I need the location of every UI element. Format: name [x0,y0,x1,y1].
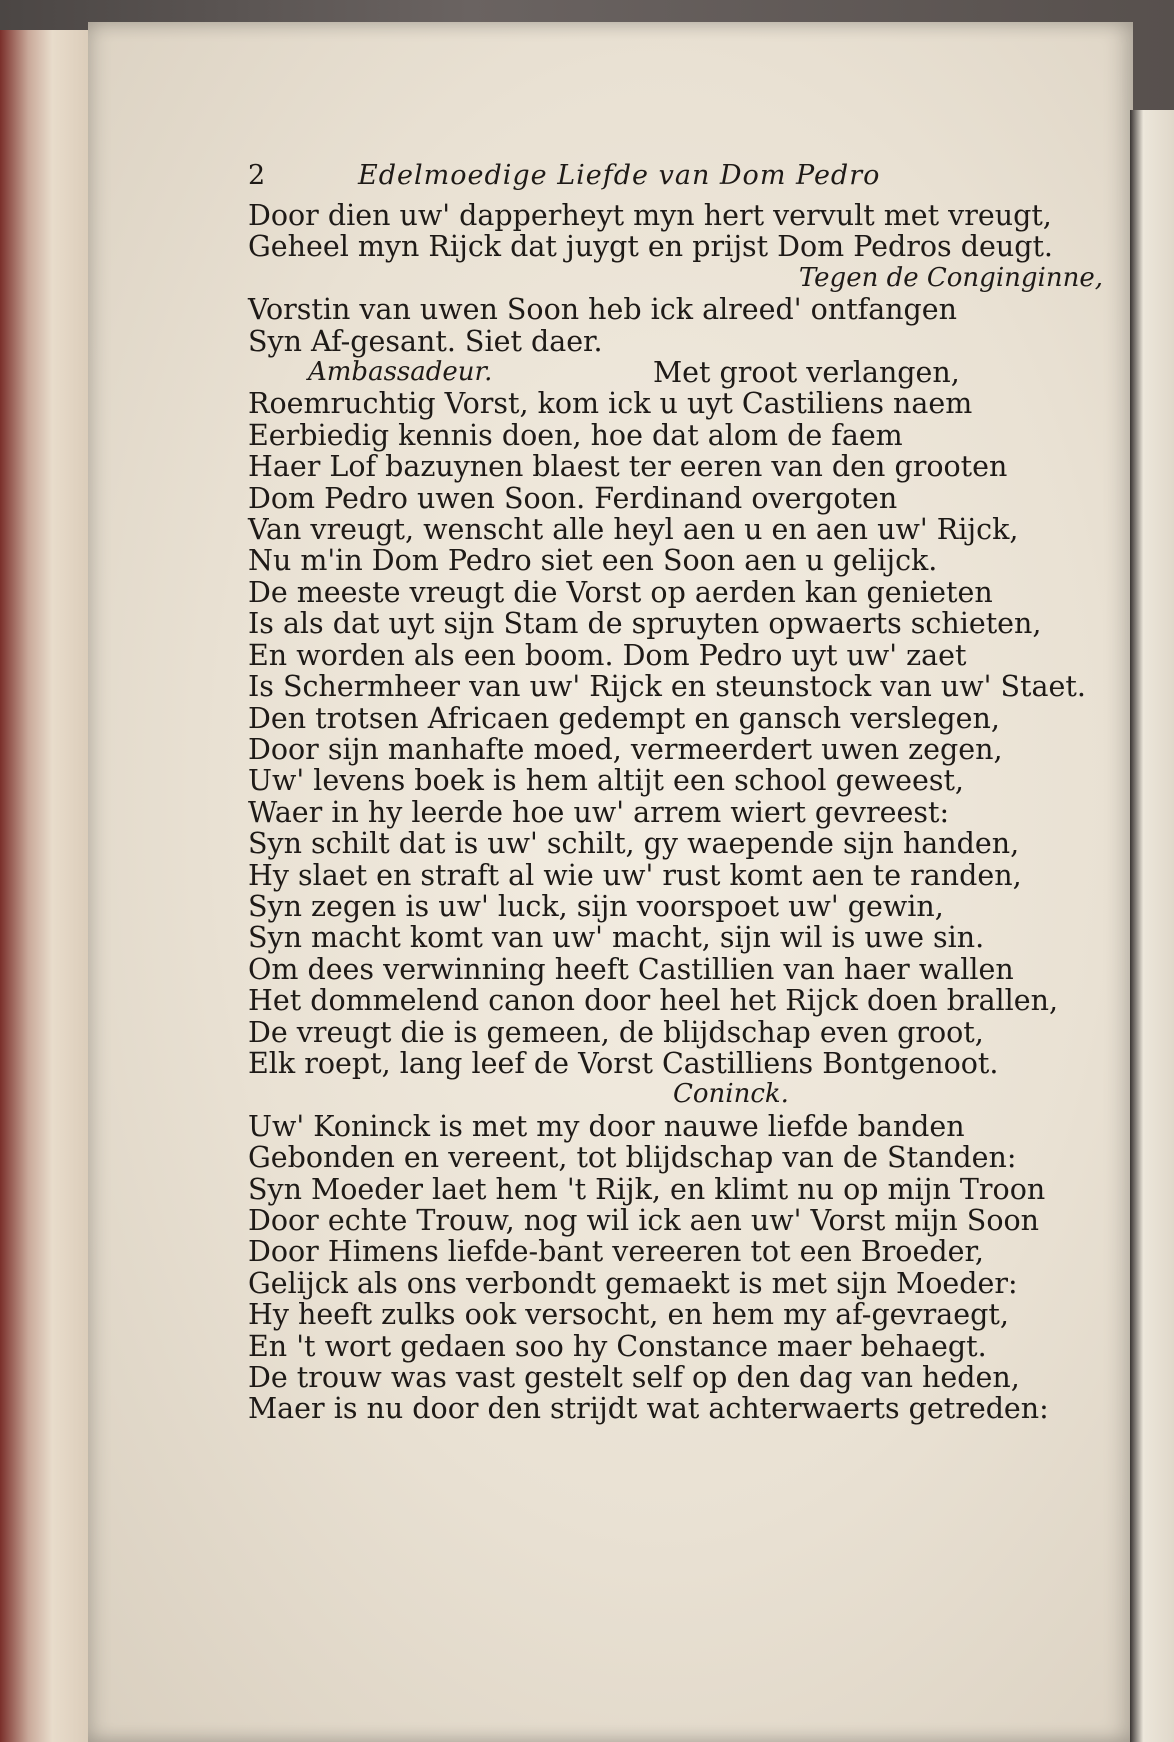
page-text [248,160,1108,1425]
stage-cue: Tegen de Conginginne, [798,262,1103,293]
verse-line: Hy heeft zulks ook versocht, en hem my af-gevraegt, [248,1298,1009,1332]
verse-line: Door dien uw' dapperheyt myn hert vervult met vreugt, [248,199,1052,232]
facing-page-edge [1130,110,1174,1742]
verse-line: En worden als een boom. Dom Pedro uyt uw' zaet [248,638,967,672]
verse-line: Dom Pedro uwen Soon. Ferdinand overgoten [248,481,898,515]
verse-line: Syn Af-gesant. Siet daer. [248,324,603,358]
verse-line: Uw' levens boek is hem altijt een school geweest, [248,764,964,798]
verse-line: Syn zegen is uw' luck, sijn voorspoet uw' gewin, [248,889,944,923]
page-number: 2 [248,160,266,191]
verse-line: Met groot verlangen, [653,356,960,390]
verse-line: Om dees verwinning heeft Castillien van haer wallen [248,952,1014,986]
verse-line: De trouw was vast gestelt self op den dag van heden, [248,1361,1020,1395]
verse-line: Door sijn manhafte moed, vermeerdert uwen zegen, [248,732,1003,766]
verse-line: Door Himens liefde-bant vereeren tot een Broeder, [248,1235,984,1269]
verse-line: De meeste vreugt die Vorst op aerden kan genieten [248,575,993,609]
book-cover-edge [0,30,95,1742]
verse-line: Door echte Trouw, nog wil ick aen uw' Vorst mijn Soon [248,1204,1039,1237]
verse-line: Gebonden en vereent, tot blijdschap van de Standen: [248,1141,1017,1175]
verse-line: De vreugt die is gemeen, de blijdschap even groot, [248,1015,984,1049]
verse-line: Vorstin van uwen Soon heb ick alreed' ontfangen [248,293,958,327]
speaker-line [248,357,1108,388]
verse-line: En 't wort gedaen soo hy Constance maer behaegt. [248,1329,987,1363]
verse-line: Waer in hy leerde hoe uw' arrem wiert gevreest: [248,795,950,829]
verse-line: Syn Moeder laet hem 't Rijk, en klimt nu op mijn Troon [248,1172,1046,1206]
verse-line: Uw' Koninck is met my door nauwe liefde banden [248,1109,965,1143]
speaker-name: Coninck. [673,1079,789,1110]
verse-line: Van vreugt, wenscht alle heyl aen u en aen uw' Rijck, [248,513,1019,547]
verse-line: Den trotsen Africaen gedempt en gansch verslegen, [248,701,1000,735]
speaker-name: Ambassadeur. [308,357,493,388]
verse-line: Hy slaet en straft al wie uw' rust komt aen te randen, [248,858,1022,892]
verse-line: Maer is nu door den strijdt wat achterwaerts getreden: [248,1392,1049,1426]
verse-line: Syn schilt dat is uw' schilt, gy waepende sijn handen, [248,827,1020,861]
verse-line: Elk roept, lang leef de Vorst Castilliens Bontgenoot. [248,1046,999,1080]
verse-line: Gelijck als ons verbondt gemaekt is met sijn Moeder: [248,1266,1018,1300]
verse-line: Is Schermheer van uw' Rijck en steunstock van uw' Staet. [248,670,1086,704]
verse-line: Geheel myn Rijck dat juygt en prijst Dom Pedros deugt. [248,230,1053,264]
verse-line: Syn macht komt van uw' macht, sijn wil is uwe sin. [248,921,985,955]
running-title: Edelmoedige Liefde van Dom Pedro [358,160,881,191]
verse-line: Roemruchtig Vorst, kom ick u uyt Castiliens naem [248,387,973,421]
verse-line: Eerbiedig kennis doen, hoe dat alom de faem [248,418,903,452]
verse-line: Nu m'in Dom Pedro siet een Soon aen u gelijck. [248,544,938,578]
verse-line: Is als dat uyt sijn Stam de spruyten opwaerts schieten, [248,607,1042,641]
verse-line: Haer Lof bazuynen blaest ter eeren van den grooten [248,450,1008,484]
running-header [248,160,1108,200]
verse-line: Het dommelend canon door heel het Rijck doen brallen, [248,984,1059,1018]
